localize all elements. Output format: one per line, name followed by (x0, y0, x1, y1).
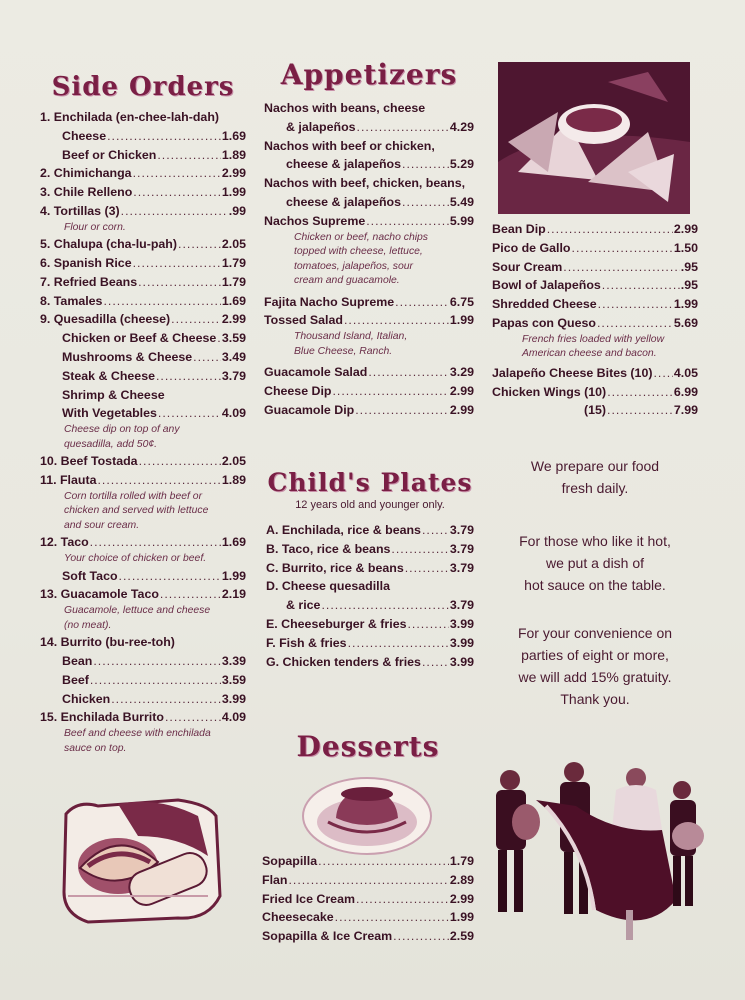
restaurant-notes (500, 455, 690, 710)
menu-item (40, 404, 246, 423)
item-name: 1. Enchilada (en-chee-lah-dah) (40, 110, 220, 124)
item-description: (no meat). (64, 619, 112, 631)
menu-item (40, 367, 246, 386)
item-price: 1.69 (221, 535, 246, 550)
item-name: 7. Refried Beans (40, 274, 138, 289)
item-description: chicken and served with lettuce (64, 505, 209, 517)
item-price: 2.99 (449, 383, 474, 398)
dot-leader (335, 908, 449, 927)
menu-item (40, 273, 246, 292)
item-price: 2.99 (221, 166, 246, 181)
dot-leader (171, 310, 221, 329)
item-name: Jalapeño Cheese Bites (10) (492, 365, 653, 380)
menu-item (492, 401, 698, 420)
childs-plates-section (266, 468, 474, 671)
item-name: Bowl of Jalapeños (492, 278, 601, 293)
menu-item (40, 386, 246, 405)
item-name: C. Burrito, rice & beans (266, 560, 404, 575)
item-name: Chicken or Beef & Cheese (62, 331, 217, 346)
item-name: 8. Tamales (40, 293, 103, 308)
dot-leader (121, 202, 228, 221)
item-name: & rice (286, 598, 321, 613)
item-name: 6. Spanish Rice (40, 256, 132, 271)
menu-item (262, 852, 474, 871)
item-description: American cheese and bacon. (522, 348, 657, 360)
item-price: 2.99 (449, 402, 474, 417)
dot-leader (138, 273, 221, 292)
dot-leader (547, 220, 673, 239)
item-name: Pico de Gallo (492, 240, 571, 255)
item-price: 5.49 (449, 194, 474, 209)
item-name: Flan (262, 872, 288, 887)
dot-leader (393, 927, 449, 946)
desserts-list (262, 852, 474, 946)
menu-item (40, 235, 246, 254)
item-price: 1.50 (673, 240, 698, 255)
dot-leader (133, 254, 221, 273)
dot-leader (133, 164, 221, 183)
menu-item (40, 652, 246, 671)
menu-item (266, 577, 474, 596)
item-price: 3.29 (449, 365, 474, 380)
dot-leader (332, 382, 448, 401)
item-name: 9. Quesadilla (cheese) (40, 312, 171, 327)
dot-leader (598, 295, 673, 314)
menu-item (264, 118, 474, 137)
item-price: 6.99 (673, 384, 698, 399)
item-name: Fajita Nacho Supreme (264, 294, 395, 309)
menu-item (264, 174, 474, 193)
item-description: Your choice of chicken or beef. (64, 553, 207, 565)
menu-item (266, 596, 474, 615)
menu-item (40, 108, 246, 127)
item-name: 10. Beef Tostada (40, 454, 138, 469)
menu-item (40, 146, 246, 165)
item-name: cheese & jalapeños (286, 157, 402, 172)
item-name: Guacamole Dip (264, 402, 355, 417)
menu-item (264, 311, 474, 330)
item-price: 4.05 (673, 365, 698, 380)
menu-item (40, 329, 246, 348)
item-name: Beef (62, 672, 89, 687)
item-name: With Vegetables (62, 406, 157, 421)
item-name: Sour Cream (492, 259, 563, 274)
dot-leader (391, 540, 448, 559)
item-name: cheese & jalapeños (286, 194, 402, 209)
item-price: 1.99 (221, 185, 246, 200)
menu-item (262, 890, 474, 909)
dot-leader (653, 364, 672, 383)
menu-item (262, 927, 474, 946)
note-line: hot sauce on the table. (524, 577, 666, 593)
item-description: Blue Cheese, Ranch. (294, 345, 393, 357)
dot-leader (103, 292, 220, 311)
item-name: Shredded Cheese (492, 297, 597, 312)
item-name: Shrimp & Cheese (62, 387, 165, 402)
item-name: Bean Dip (492, 222, 546, 236)
menu-item (264, 401, 474, 420)
tacos-burrito-image (58, 796, 223, 926)
item-name: 14. Burrito (bu-ree-toh) (40, 635, 175, 650)
dot-leader (90, 671, 221, 690)
menu-item (492, 314, 698, 333)
desserts-title: Desserts (296, 730, 440, 763)
menu-item (492, 220, 698, 239)
menu-item (262, 908, 474, 927)
menu-item (492, 364, 698, 383)
item-name: E. Cheeseburger & fries (266, 616, 407, 631)
menu-item (264, 293, 474, 312)
menu-item (264, 155, 474, 174)
item-description: Chicken or beef, nacho chips (294, 231, 429, 243)
childs-plates-title: Child's Plates (267, 468, 473, 497)
menu-item (40, 690, 246, 709)
item-name: Nachos with beans, cheese (264, 101, 426, 115)
dot-leader (348, 634, 449, 653)
item-price: 1.69 (221, 128, 246, 143)
item-price: 5.29 (449, 157, 474, 172)
item-description: Thousand Island, Italian, (294, 331, 408, 343)
item-price: 3.39 (221, 654, 246, 669)
dot-leader (395, 293, 449, 312)
item-price: 3.79 (449, 541, 474, 556)
item-price: 1.79 (449, 854, 474, 868)
mariachi-dancers-image (476, 760, 706, 950)
dot-leader (90, 533, 221, 552)
item-name: D. Cheese quesadilla (266, 579, 390, 594)
menu-item (40, 202, 246, 221)
item-price: 2.05 (221, 237, 246, 252)
menu-item (266, 615, 474, 634)
menu-item (266, 559, 474, 578)
item-name: Chicken Wings (10) (492, 384, 607, 399)
menu-item (492, 258, 698, 277)
item-description: Cheese dip on top of any (64, 424, 180, 436)
menu-item (492, 276, 698, 295)
item-price: 1.99 (449, 313, 474, 328)
item-price: 5.99 (449, 213, 474, 228)
item-name: B. Taco, rice & beans (266, 541, 391, 556)
item-name: Mushrooms & Cheese (62, 350, 193, 365)
item-name: Beef or Chicken (62, 147, 157, 162)
menu-item (40, 471, 246, 490)
item-price: 2.19 (221, 587, 246, 602)
menu-item (264, 363, 474, 382)
extras-section (492, 220, 698, 420)
item-price: 3.59 (221, 672, 246, 687)
item-name: Nachos with beef, chicken, beans, (264, 176, 466, 191)
side-orders-section (40, 72, 246, 756)
item-price: 3.79 (221, 368, 246, 383)
dot-leader (178, 235, 221, 254)
item-name: Chicken (62, 691, 111, 706)
item-price: 1.89 (221, 147, 246, 162)
dot-leader (133, 183, 221, 202)
dot-leader (318, 852, 449, 871)
item-name: 2. Chimichanga (40, 166, 132, 181)
item-name: Sopapilla (262, 854, 318, 868)
menu-item (40, 567, 246, 586)
item-name: G. Chicken tenders & fries (266, 654, 421, 669)
menu-item (264, 137, 474, 156)
item-name: 13. Guacamole Taco (40, 587, 159, 602)
item-name: Cheesecake (262, 910, 334, 925)
item-name: 4. Tortillas (3) (40, 203, 120, 218)
dot-leader (193, 348, 221, 367)
dot-leader (422, 653, 449, 672)
item-description: quesadilla, add 50¢. (64, 438, 158, 450)
item-price: .95 (680, 259, 698, 274)
note-line: fresh daily. (561, 480, 629, 496)
item-name: F. Fish & fries (266, 635, 347, 650)
dot-leader (356, 890, 449, 909)
menu-item (40, 183, 246, 202)
dot-leader (402, 155, 449, 174)
item-name: Nachos with beef or chicken, (264, 138, 435, 153)
item-name: Papas con Queso (492, 315, 596, 330)
item-price: 2.99 (449, 891, 474, 906)
dot-leader (572, 239, 673, 258)
item-price: 2.99 (673, 222, 698, 236)
dot-leader (368, 363, 449, 382)
menu-item (266, 653, 474, 672)
item-price: 6.75 (449, 294, 474, 309)
item-description: topped with cheese, lettuce, (294, 246, 423, 258)
dot-leader (97, 471, 220, 490)
appetizers-title: Appetizers (280, 58, 458, 91)
menu-item (40, 708, 246, 727)
item-name: Steak & Cheese (62, 368, 155, 383)
menu-item (266, 540, 474, 559)
menu-item (266, 634, 474, 653)
item-price: 1.99 (449, 910, 474, 925)
item-description: Corn tortilla rolled with beef or (64, 490, 203, 502)
menu-item (264, 99, 474, 118)
desserts-section (262, 730, 474, 763)
dot-leader (111, 690, 221, 709)
item-price: 2.59 (449, 929, 474, 944)
item-description: and sour cream. (64, 519, 140, 531)
childs-plates-subtitle: 12 years old and younger only. (295, 499, 445, 511)
item-price: 1.79 (221, 256, 246, 271)
menu-item (266, 521, 474, 540)
item-price: 3.79 (449, 598, 474, 613)
dot-leader (422, 521, 449, 540)
dot-leader (597, 314, 673, 333)
item-name: (15) (584, 403, 607, 418)
dot-leader (602, 276, 680, 295)
item-name: 3. Chile Relleno (40, 185, 133, 200)
item-price: 1.79 (221, 274, 246, 289)
item-name: Tossed Salad (264, 313, 343, 328)
item-price: 3.79 (449, 523, 474, 537)
menu-item (492, 239, 698, 258)
item-price: 3.79 (449, 560, 474, 575)
nachos-dip-image (498, 62, 690, 214)
menu-item (264, 382, 474, 401)
menu-item (40, 292, 246, 311)
note-line: parties of eight or more, (521, 647, 669, 663)
item-description: sauce on top. (64, 742, 127, 754)
item-price: 3.99 (449, 654, 474, 669)
dot-leader (93, 652, 221, 671)
flan-image (300, 772, 434, 856)
menu-item (40, 348, 246, 367)
menu-item (40, 127, 246, 146)
item-price: 5.69 (673, 315, 698, 330)
item-price: 3.99 (449, 616, 474, 631)
dot-leader (139, 452, 221, 471)
item-name: 5. Chalupa (cha-lu-pah) (40, 237, 177, 252)
dot-leader (107, 127, 221, 146)
item-name: 15. Enchilada Burrito (40, 710, 164, 725)
item-price: .95 (680, 278, 698, 293)
item-price: 2.05 (221, 454, 246, 469)
dot-leader (156, 367, 221, 386)
dot-leader (165, 708, 221, 727)
item-name: 12. Taco (40, 535, 89, 550)
item-name: Guacamole Salad (264, 365, 368, 380)
menu-item (492, 295, 698, 314)
dot-leader (217, 329, 221, 348)
appetizers-section (264, 58, 474, 420)
item-price: 1.99 (221, 568, 246, 583)
item-name: & jalapeños (286, 119, 356, 134)
dot-leader (357, 118, 449, 137)
dot-leader (563, 258, 680, 277)
dot-leader (366, 212, 449, 231)
item-price: 3.99 (221, 691, 246, 706)
menu-item (40, 533, 246, 552)
menu-item (40, 585, 246, 604)
item-name: A. Enchilada, rice & beans (266, 523, 421, 537)
menu-item (264, 212, 474, 231)
item-name: Soft Taco (62, 568, 118, 583)
dot-leader (160, 585, 221, 604)
item-name: Cheese Dip (264, 383, 332, 398)
item-price: 1.69 (221, 293, 246, 308)
dot-leader (158, 404, 221, 423)
item-price: 1.89 (221, 473, 246, 488)
item-name: Cheese (62, 128, 107, 143)
item-price: .99 (228, 203, 246, 218)
note-line: we will add 15% gratuity. (518, 669, 672, 685)
menu-item (40, 633, 246, 652)
item-price: 2.89 (449, 872, 474, 887)
dot-leader (344, 311, 449, 330)
menu-item (40, 671, 246, 690)
dot-leader (321, 596, 448, 615)
menu-item (40, 164, 246, 183)
menu-item (40, 310, 246, 329)
item-price: 3.49 (221, 350, 246, 365)
item-name: Sopapilla & Ice Cream (262, 929, 393, 944)
menu-item (262, 871, 474, 890)
note-line: Thank you. (560, 691, 630, 707)
side-orders-title: Side Orders (51, 72, 235, 102)
item-price: 3.59 (221, 331, 246, 346)
item-description: Flour or corn. (64, 221, 126, 233)
item-name: Bean (62, 654, 93, 669)
item-description: Guacamole, lettuce and cheese (64, 605, 211, 617)
item-price: 1.99 (673, 297, 698, 312)
menu-item (40, 452, 246, 471)
item-price: 7.99 (673, 403, 698, 418)
dot-leader (119, 567, 221, 586)
dot-leader (355, 401, 449, 420)
menu-item (264, 193, 474, 212)
item-description: tomatoes, jalapeños, sour (294, 260, 413, 272)
item-price: 4.09 (221, 406, 246, 421)
item-price: 4.09 (221, 710, 246, 725)
item-description: French fries loaded with yellow (522, 333, 665, 345)
item-name: 11. Flauta (40, 473, 97, 488)
item-name: Nachos Supreme (264, 213, 366, 228)
note-line: For those who like it hot, (519, 533, 671, 549)
note-line: For your convenience on (517, 625, 673, 641)
note-line: we put a dish of (545, 555, 645, 571)
dot-leader (405, 559, 449, 578)
item-price: 4.29 (449, 119, 474, 134)
item-description: Beef and cheese with enchilada (64, 728, 211, 740)
dot-leader (607, 401, 673, 420)
note-line: We prepare our food (530, 458, 660, 474)
dot-leader (402, 193, 449, 212)
dot-leader (407, 615, 448, 634)
dot-leader (157, 146, 221, 165)
menu-item (492, 383, 698, 402)
dot-leader (288, 871, 448, 890)
item-price: 2.99 (221, 312, 246, 327)
item-name: Fried Ice Cream (262, 891, 355, 906)
menu-item (40, 254, 246, 273)
item-price: 3.99 (449, 635, 474, 650)
dot-leader (607, 383, 673, 402)
item-description: cream and guacamole. (294, 275, 400, 287)
